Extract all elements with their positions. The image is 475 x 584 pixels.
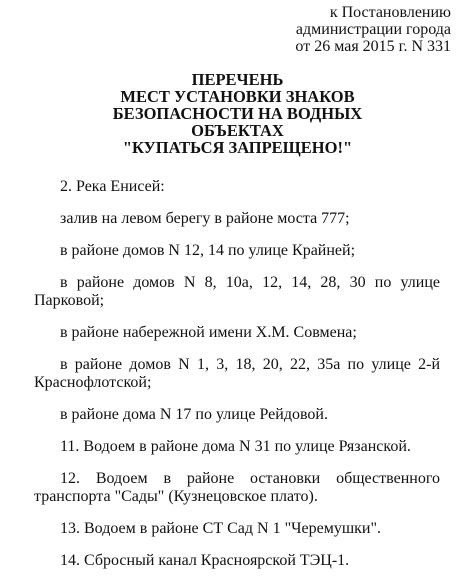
list-item: 11. Водоем в районе дома N 31 по улице Рязанской. [60,438,411,455]
title-line: БЕЗОПАСНОСТИ НА ВОДНЫХ [112,104,363,123]
list-item: в районе набережной имени Х.М. Совмена; [60,324,357,341]
document-reference [211,4,451,55]
list-item: залив на левом берегу в районе моста 777; [60,210,350,227]
title-line: МЕСТ УСТАНОВКИ ЗНАКОВ [120,87,355,106]
document-body [34,178,440,584]
reference-line: к Постановлению [329,4,451,21]
title-line: ОБЪЕКТАХ [191,121,284,140]
list-item: в районе домов N 1, 3, 18, 20, 22, 35а по улице 2-й Краснофлотской; [34,356,440,391]
list-item: 12. Водоем в районе остановки общественного транспорта "Сады" (Кузнецовское плато). [34,470,440,505]
title-line: ПЕРЕЧЕНЬ [191,70,284,89]
list-item: 13. Водоем в районе СТ Сад N 1 "Черемушки". [60,520,382,537]
list-item: 14. Сбросный канал Красноярской ТЭЦ-1. [60,552,350,569]
title-line: "КУПАТЬСЯ ЗАПРЕЩЕНО!" [122,138,353,157]
list-item: в районе домов N 8, 10а, 12, 14, 28, 30 по улице Парковой; [34,274,440,309]
list-item: 2. Река Енисей: [60,178,165,195]
reference-line: от 26 мая 2015 г. N 331 [295,38,451,55]
document-title [40,71,435,156]
list-item: в районе дома N 17 по улице Рейдовой. [60,406,328,423]
list-item: в районе домов N 12, 14 по улице Крайней; [60,242,356,259]
reference-line: администрации города [295,21,451,38]
